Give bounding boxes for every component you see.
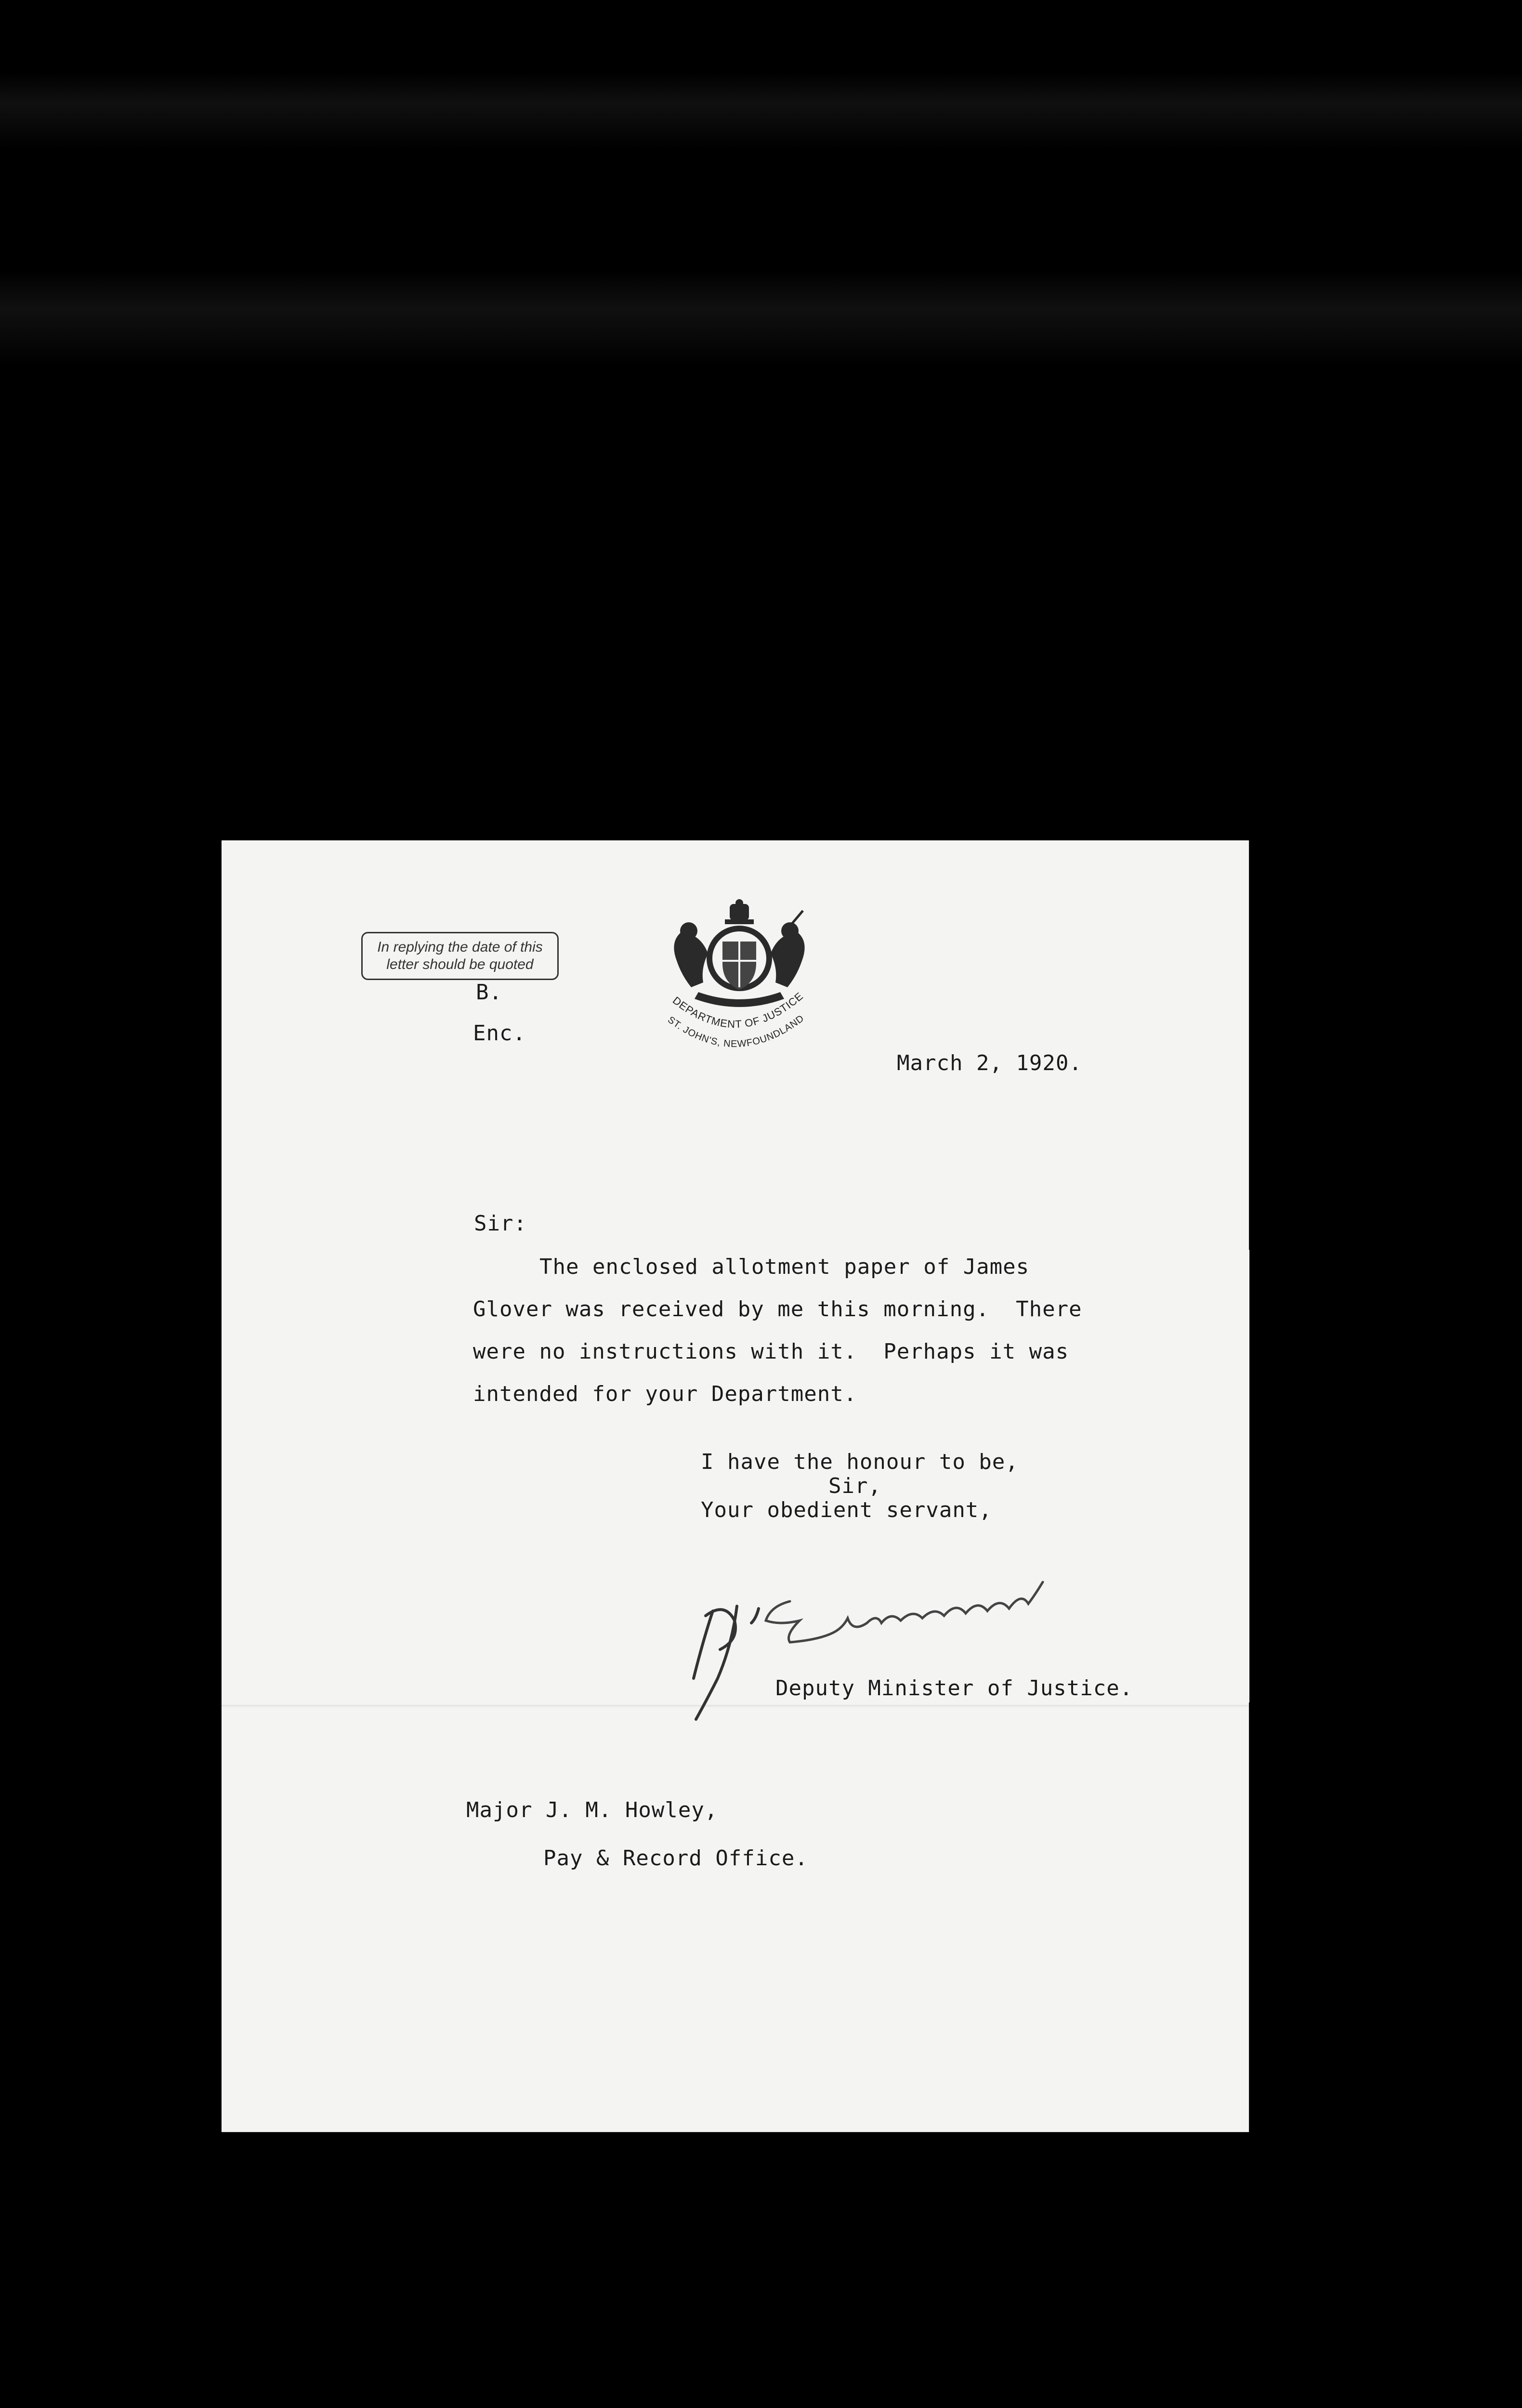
crest-department-text: DEPARTMENT OF JUSTICE: [670, 990, 806, 1031]
addressee-line-2: Pay & Record Office.: [543, 1846, 808, 1871]
scan-band-middle: [0, 270, 1522, 366]
reply-notice-line-2: letter should be quoted: [386, 956, 534, 972]
scan-band-top: [0, 72, 1522, 149]
closing-line-1: I have the honour to be,: [701, 1450, 1019, 1474]
enclosure-note: Enc.: [473, 1021, 526, 1046]
signatory-title: Deputy Minister of Justice.: [775, 1676, 1133, 1701]
unicorn-icon: [771, 911, 805, 987]
closing-line-3: Your obedient servant,: [701, 1498, 992, 1522]
crest-location-text: ST. JOHN'S, NEWFOUNDLAND: [666, 1013, 806, 1050]
addressee-line-1: Major J. M. Howley,: [466, 1798, 718, 1822]
reference-code: B.: [476, 980, 502, 1005]
closing-line-2: Sir,: [828, 1474, 881, 1498]
salutation: Sir:: [474, 1211, 527, 1236]
crown-icon: [725, 899, 754, 924]
letter-date: March 2, 1920.: [897, 1051, 1082, 1075]
letter-sheet: [222, 840, 1249, 2132]
body-line-4: intended for your Department.: [473, 1382, 857, 1406]
lion-icon: [674, 922, 708, 987]
body-line-1: The enclosed allotment paper of James: [539, 1255, 1030, 1279]
body-line-3: were no instructions with it. Perhaps it was: [473, 1339, 1069, 1364]
reply-notice-line-1: In replying the date of this: [377, 939, 543, 955]
department-crest: [653, 898, 826, 1057]
body-line-2: Glover was received by me this morning. There: [473, 1297, 1082, 1322]
shield-icon: [709, 929, 769, 990]
motto-ribbon: [695, 992, 784, 1007]
reply-notice-box: [361, 932, 559, 980]
